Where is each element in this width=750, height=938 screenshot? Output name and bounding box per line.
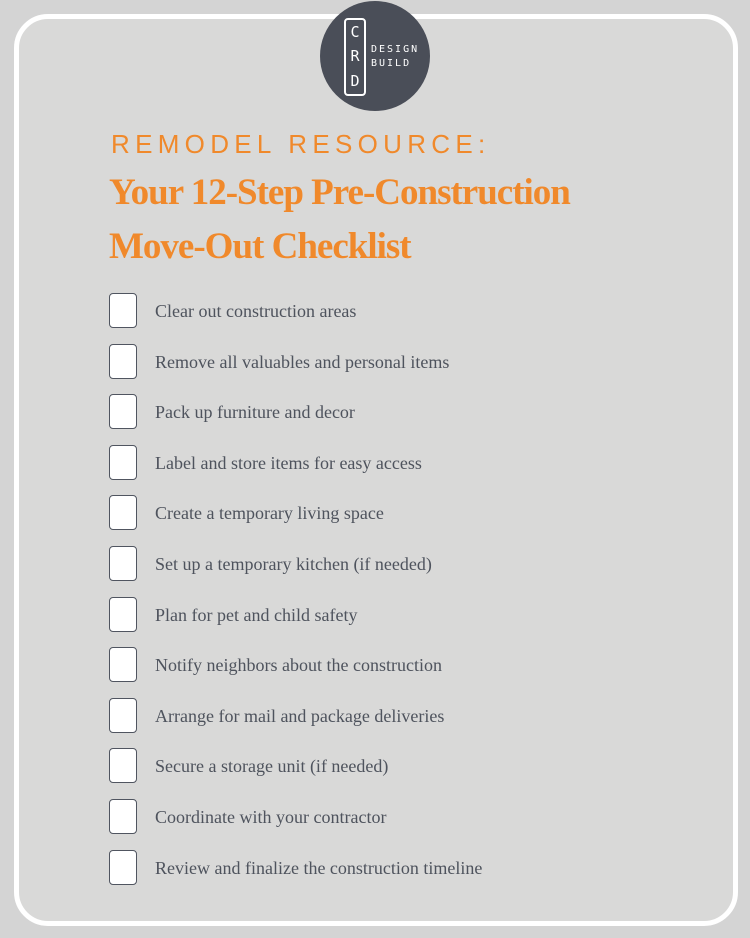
checklist-item-label: Set up a temporary kitchen (if needed) bbox=[155, 553, 432, 574]
checklist-item bbox=[109, 799, 669, 850]
checkbox[interactable] bbox=[109, 647, 137, 682]
checklist-item bbox=[109, 445, 669, 496]
logo-letter-box bbox=[344, 18, 366, 96]
checkbox[interactable] bbox=[109, 698, 137, 733]
checklist-item-label: Notify neighbors about the construction bbox=[155, 655, 442, 676]
checklist-item-label: Pack up furniture and decor bbox=[155, 402, 355, 423]
checklist-item bbox=[109, 850, 669, 901]
logo-letter-r: R bbox=[350, 47, 360, 66]
logo-build-text: BUILD bbox=[371, 58, 412, 69]
checklist-item bbox=[109, 495, 669, 546]
checkbox[interactable] bbox=[109, 445, 137, 480]
checkbox[interactable] bbox=[109, 799, 137, 834]
title-line-2: Move-Out Checklist bbox=[109, 226, 411, 267]
logo-letter-d: D bbox=[350, 72, 360, 91]
checkbox[interactable] bbox=[109, 495, 137, 530]
checkbox[interactable] bbox=[109, 748, 137, 783]
checkbox[interactable] bbox=[109, 546, 137, 581]
eyebrow-heading: REMODEL RESOURCE: bbox=[111, 129, 491, 159]
checklist-item bbox=[109, 293, 669, 344]
checklist-item-label: Label and store items for easy access bbox=[155, 452, 422, 473]
checklist-item bbox=[109, 748, 669, 799]
checklist-item-label: Clear out construction areas bbox=[155, 301, 357, 321]
checklist-item-label: Coordinate with your contractor bbox=[155, 806, 387, 827]
checklist-item-label: Secure a storage unit (if needed) bbox=[155, 756, 389, 777]
checklist-item-label: Arrange for mail and package deliveries bbox=[155, 705, 445, 726]
checklist-item-label: Review and finalize the construction timeline bbox=[155, 857, 483, 878]
checkbox[interactable] bbox=[109, 344, 137, 379]
checklist-item bbox=[109, 344, 669, 395]
checklist-item-label: Plan for pet and child safety bbox=[155, 604, 358, 625]
checkbox[interactable] bbox=[109, 850, 137, 885]
checkbox[interactable] bbox=[109, 597, 137, 632]
page-title bbox=[109, 166, 709, 274]
checklist-item bbox=[109, 546, 669, 597]
title-line-1: Your 12-Step Pre-Construction bbox=[109, 172, 570, 213]
crd-logo bbox=[320, 1, 430, 111]
checkbox[interactable] bbox=[109, 394, 137, 429]
checklist-item-label: Create a temporary living space bbox=[155, 503, 384, 524]
checklist-item bbox=[109, 597, 669, 648]
logo-wordmark bbox=[371, 43, 419, 71]
checklist-item bbox=[109, 698, 669, 749]
checklist bbox=[109, 293, 669, 900]
checkbox[interactable] bbox=[109, 293, 137, 328]
logo-letter-c: C bbox=[350, 22, 360, 41]
checklist-item-label: Remove all valuables and personal items bbox=[155, 351, 450, 372]
checklist-item bbox=[109, 647, 669, 698]
logo-design-text: DESIGN bbox=[371, 44, 420, 55]
checklist-item bbox=[109, 394, 669, 445]
